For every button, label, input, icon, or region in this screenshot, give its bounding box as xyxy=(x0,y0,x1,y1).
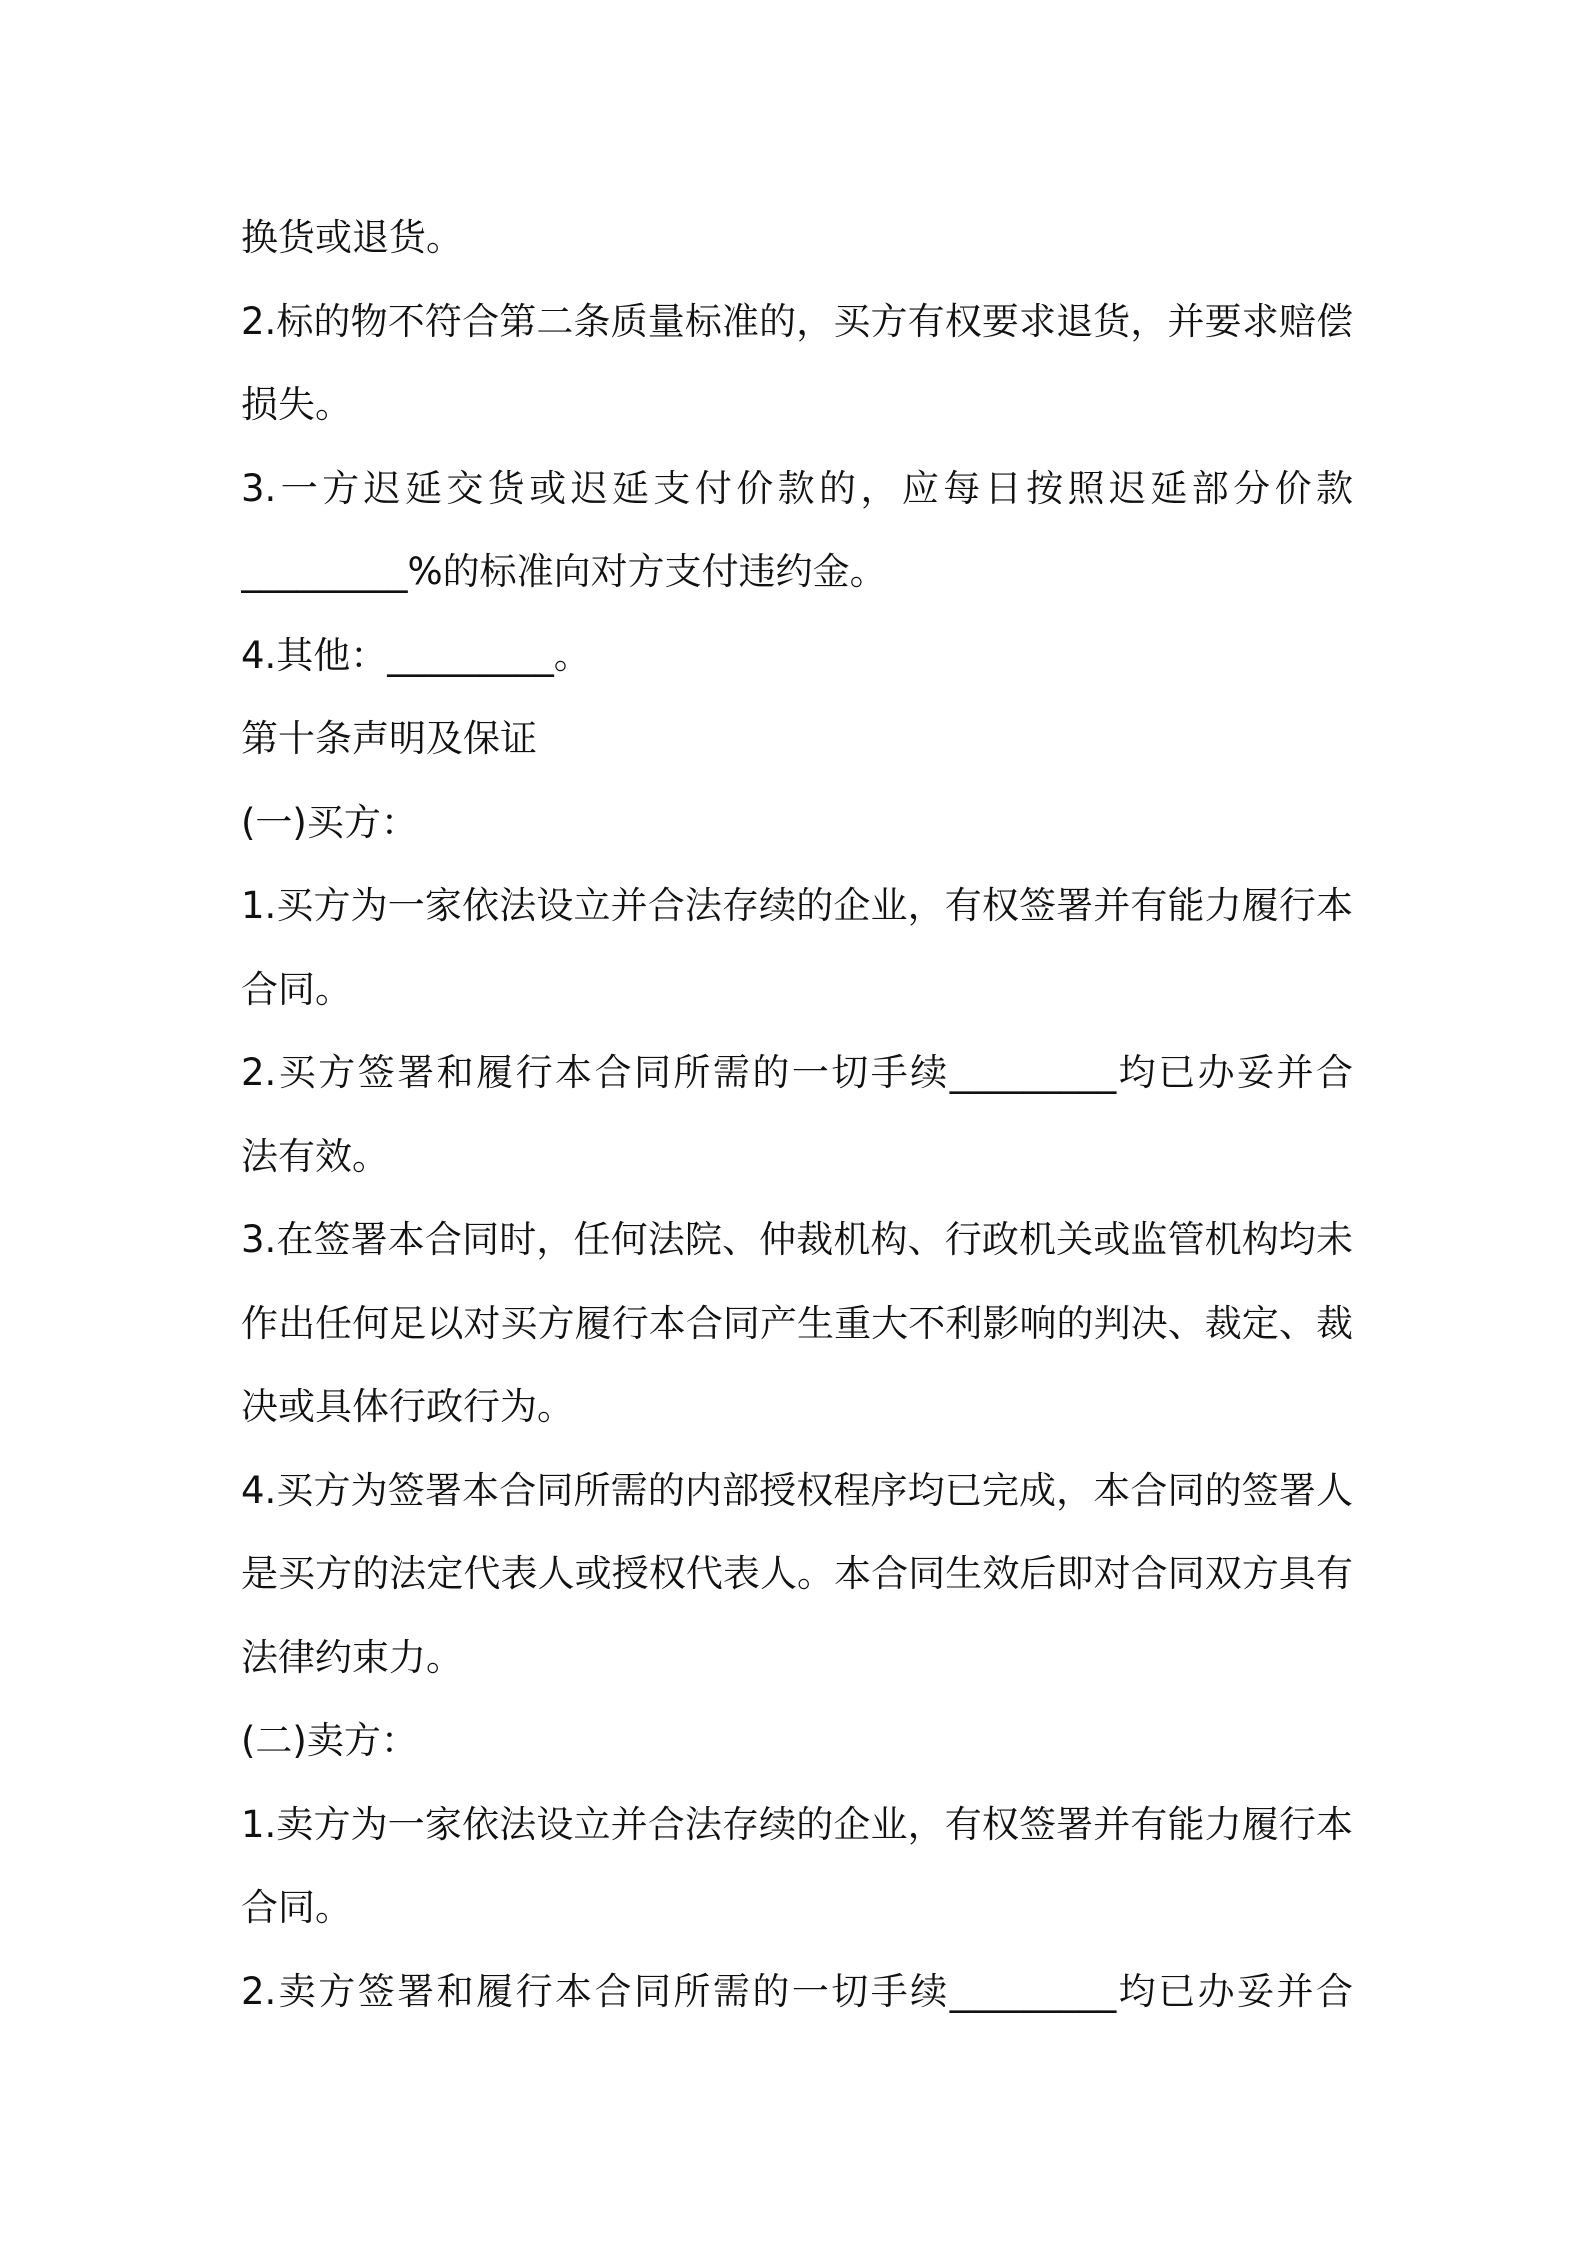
text-line: 法有效。 xyxy=(241,1134,389,1178)
text-line: 2.卖方签署和履行本合同所需的一切手续_________均已办妥并合 xyxy=(241,1969,1353,2013)
text-line: _________%的标准向对方支付违约金。 xyxy=(241,550,887,593)
text-line: 损失。 xyxy=(241,383,352,426)
text-line: 4.其他：_________。 xyxy=(241,633,591,677)
section-heading: 第十条声明及保证 xyxy=(241,717,537,760)
text-line: 3.一方迟延交货或迟延支付价款的，应每日按照迟延部分价款 xyxy=(241,466,1353,510)
text-line: 作出任何足以对买方履行本合同产生重大不利影响的判决、裁定、裁 xyxy=(241,1301,1353,1345)
text-line: 换货或退货。 xyxy=(241,216,463,259)
text-line: 4.买方为签署本合同所需的内部授权程序均已完成，本合同的签署人 xyxy=(241,1468,1353,1512)
text-line: 合同。 xyxy=(241,967,352,1011)
text-line: 3.在签署本合同时，任何法院、仲裁机构、行政机关或监管机构均未 xyxy=(241,1218,1353,1261)
text-line: 决或具体行政行为。 xyxy=(241,1385,574,1428)
text-line: 合同。 xyxy=(241,1886,352,1929)
text-line: 1.买方为一家依法设立并合法存续的企业，有权签署并有能力履行本 xyxy=(241,884,1353,927)
text-line: 法律约束力。 xyxy=(241,1635,463,1679)
text-line: 是买方的法定代表人或授权代表人。本合同生效后即对合同双方具有 xyxy=(241,1552,1353,1595)
subsection-heading: (二)卖方： xyxy=(241,1719,418,1762)
text-line: 2.标的物不符合第二条质量标准的，买方有权要求退货，并要求赔偿 xyxy=(241,299,1353,343)
text-line: 1.卖方为一家依法设立并合法存续的企业，有权签署并有能力履行本 xyxy=(241,1802,1353,1846)
subsection-heading: (一)买方： xyxy=(241,800,418,844)
text-line: 2.买方签署和履行本合同所需的一切手续_________均已办妥并合 xyxy=(241,1051,1353,1094)
document-body xyxy=(241,196,1353,2033)
